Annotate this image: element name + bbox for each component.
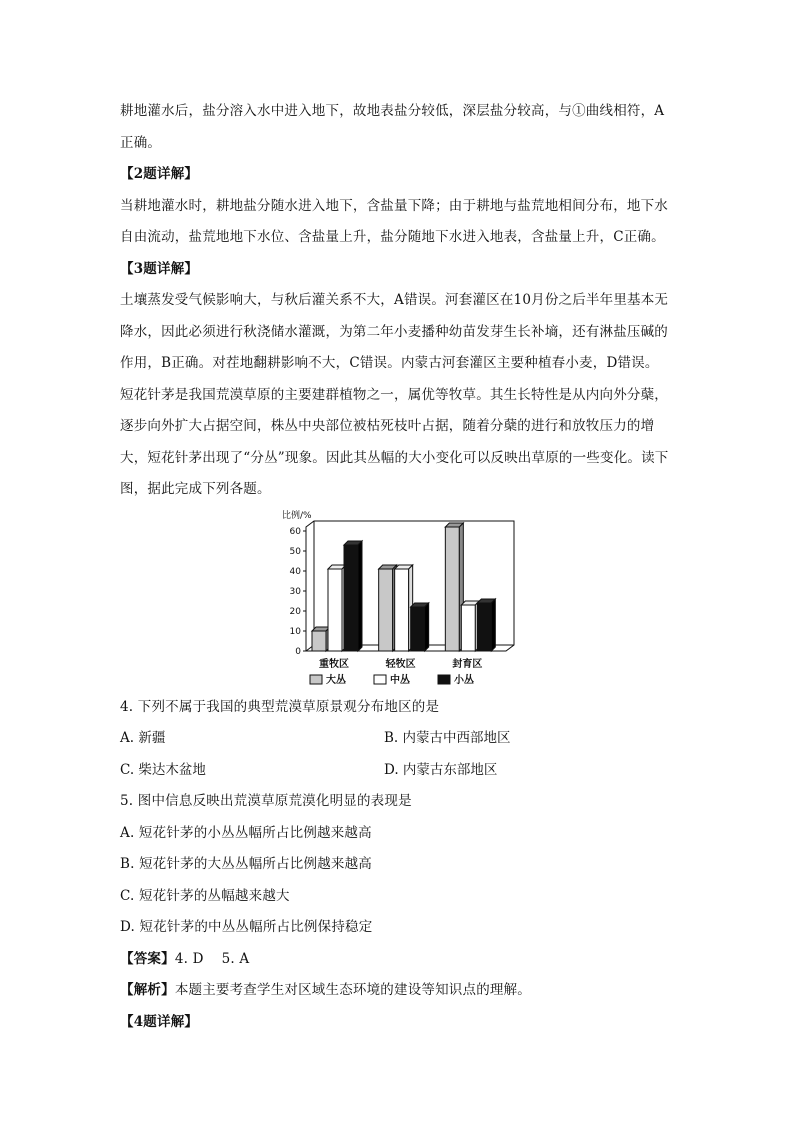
paragraph-q3-detail: 土壤蒸发受气候影响大，与秋后灌关系不大，A错误。河套灌区在10月份之后半年里基本无降水，因此必须进行秋浇储水灌溉，为第二年小麦播种幼苗发芽生长补墒，还有淋盐压碱的作用，B正确。对茬地翻耕影响不大，C错误。内蒙古河套灌区主要种植春小麦，D错误。	[120, 292, 669, 371]
legend-swatch	[310, 675, 322, 684]
legend-swatch	[438, 675, 450, 684]
y-tick-label: 30	[289, 586, 301, 597]
analysis-line	[120, 975, 680, 1007]
heading-q4-detail: 【4题详解】	[120, 1013, 199, 1030]
q5-option-b: B. 短花针茅的大丛丛幅所占比例越来越高	[120, 856, 373, 872]
q4-option-b: B. 内蒙古中西部地区	[384, 730, 511, 746]
category-label: 轻牧区	[385, 658, 416, 670]
bar-chart	[280, 508, 530, 688]
bar	[344, 545, 358, 651]
q4-option-c: C. 柴达木盆地	[120, 761, 206, 778]
paragraph-intro-stipa: 短花针茅是我国荒漠草原的主要建群植物之一，属优等牧草。其生长特性是从内向外分蘖，逐步向外扩大占据空间，株丛中央部位被枯死枝叶占据，随着分蘖的进行和放牧压力的增大，短花针茅出现了“分丛”现象。因此其丛幅的大小变化可以反映出草原的一些变化。读下图，据此完成下列各题。	[120, 386, 669, 497]
document-page	[120, 96, 680, 1038]
q5-option-a: A. 短花针茅的小丛丛幅所占比例越来越高	[120, 824, 372, 841]
bar-side	[425, 603, 429, 651]
legend-label: 大丛	[326, 674, 346, 686]
bar-side	[358, 541, 362, 651]
y-tick-label: 60	[289, 526, 301, 537]
paragraph-1-line-2: 正确。	[120, 134, 162, 151]
bar	[461, 605, 475, 651]
bar	[312, 631, 326, 651]
analysis-label: 【解析】	[120, 982, 175, 998]
q5-option-d: D. 短花针茅的中丛丛幅所占比例保持稳定	[120, 919, 373, 935]
legend-swatch	[374, 675, 386, 684]
analysis-text: 本题主要考查学生对区域生态环境的建设等知识点的理解。	[174, 982, 532, 998]
question-5-stem: 5. 图中信息反映出荒漠草原荒漠化明显的表现是	[120, 793, 412, 809]
paragraph-q2-detail: 当耕地灌水时，耕地盐分随水进入地下，含盐量下降；由于耕地与盐荒地相间分布，地下水自由流动，盐荒地地下水位、含盐量上升，盐分随地下水进入地表，含盐量上升，C正确。	[120, 197, 668, 245]
question-4-options	[120, 723, 680, 786]
bar	[395, 569, 409, 651]
bar	[445, 527, 459, 651]
bar	[477, 603, 491, 651]
y-tick-label: 10	[289, 626, 301, 637]
q4-option-a: A. 新疆	[120, 730, 166, 746]
q5-option-c: C. 短花针茅的丛幅越来越大	[120, 887, 290, 904]
question-4-stem: 4. 下列不属于我国的典型荒漠草原景观分布地区的是	[120, 698, 440, 715]
q4-option-d: D. 内蒙古东部地区	[384, 761, 498, 778]
y-axis-label: 比例/%	[282, 510, 312, 521]
y-tick-label: 40	[289, 566, 301, 577]
y-tick-label: 0	[295, 646, 301, 657]
category-label: 封育区	[452, 658, 483, 670]
category-label: 重牧区	[319, 658, 349, 670]
answer-text: 4. D 5. A	[174, 950, 250, 967]
legend-label: 中丛	[390, 674, 410, 686]
bar-chart-container	[120, 506, 680, 692]
bar	[411, 607, 425, 651]
bar	[328, 569, 342, 651]
legend-label: 小丛	[454, 674, 474, 686]
y-tick-label: 50	[289, 546, 301, 557]
heading-q3-detail: 【3题详解】	[120, 260, 199, 277]
bar	[379, 569, 393, 651]
paragraph-1-line-1: 耕地灌水后，盐分溶入水中进入地下，故地表盐分较低，深层盐分较高，与①曲线相符，A	[120, 103, 665, 119]
y-tick-label: 20	[289, 606, 301, 617]
answer-line	[120, 944, 680, 976]
heading-q2-detail: 【2题详解】	[120, 166, 199, 182]
answer-label: 【答案】	[120, 950, 175, 967]
bar-side	[491, 599, 495, 651]
